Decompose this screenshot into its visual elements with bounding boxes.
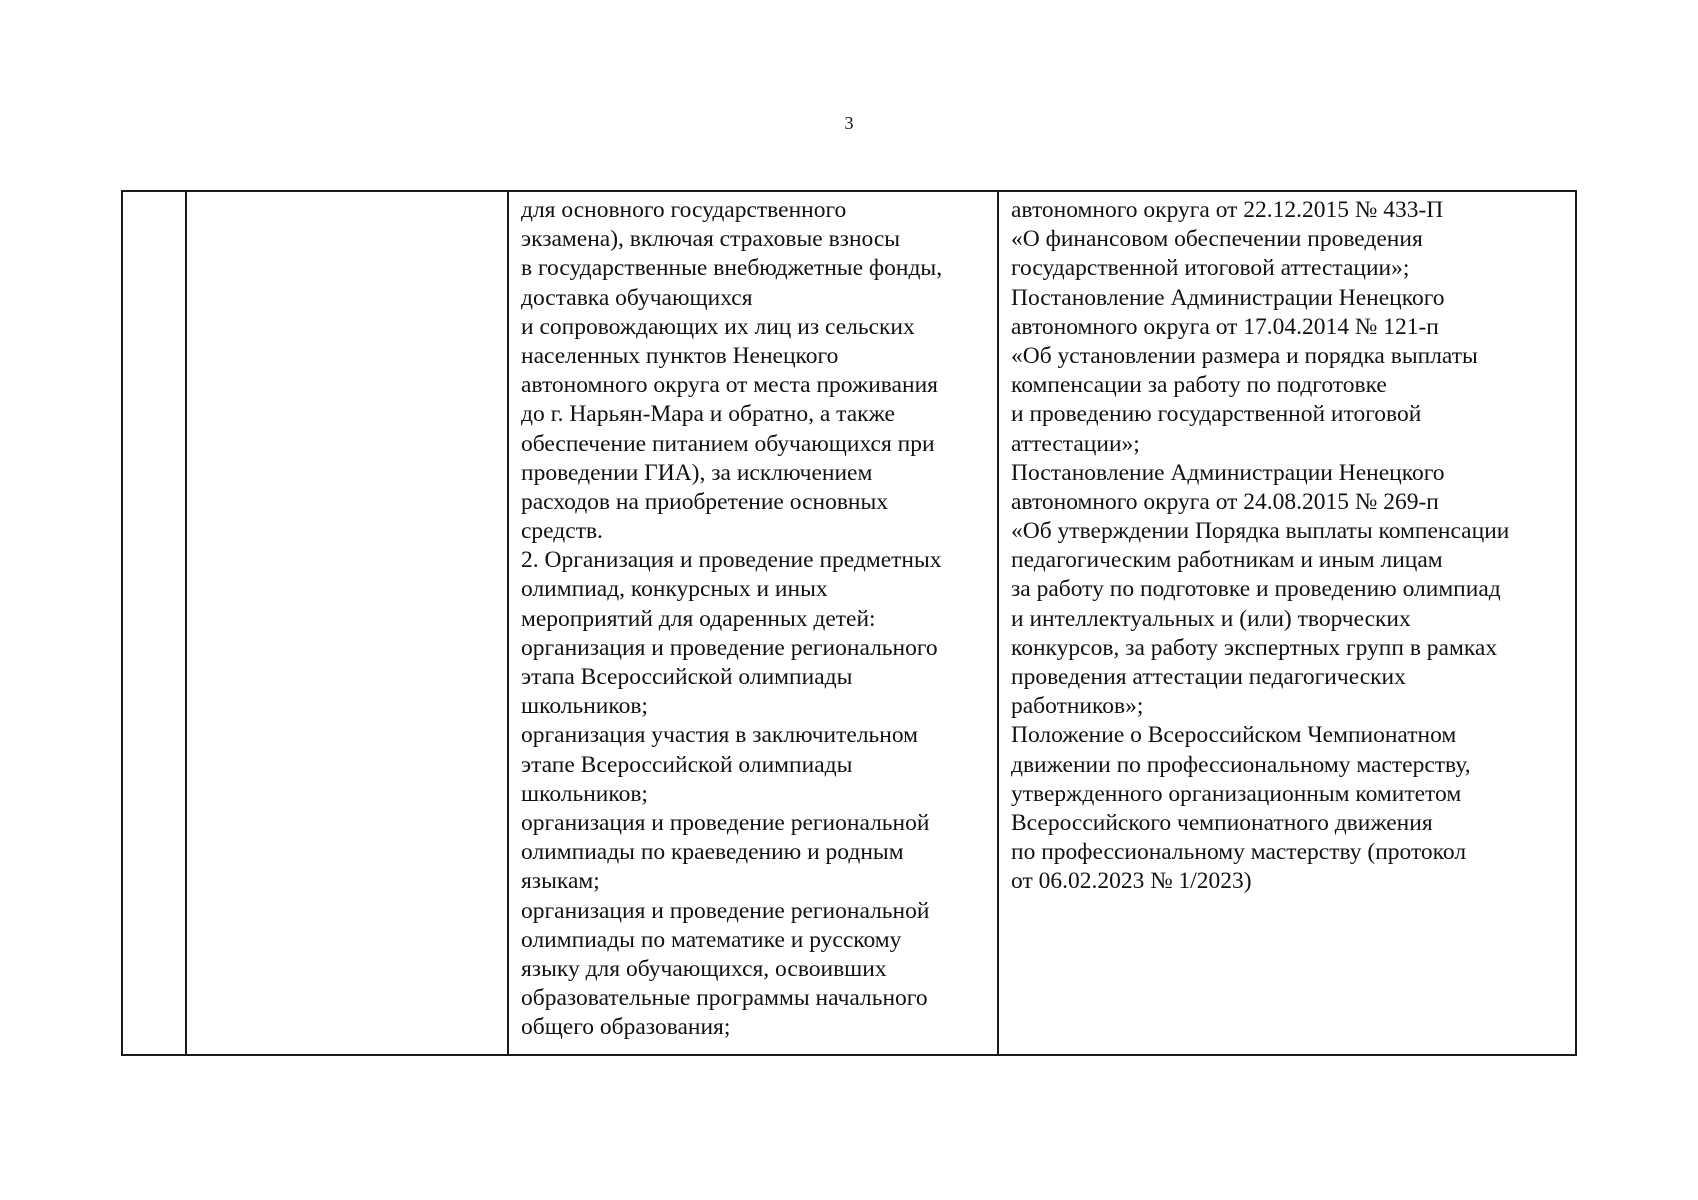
description-line: школьников; — [521, 693, 648, 720]
description-line: до г. Нарьян-Мара и обратно, а также — [521, 401, 895, 428]
description-line: средств. — [521, 518, 603, 545]
legal-basis-line: за работу по подготовке и проведению олимпиад — [1011, 576, 1501, 603]
description-line: организация участия в заключительном — [521, 722, 919, 749]
description-line: этапе Всероссийской олимпиады — [521, 751, 853, 778]
description-line: общего образования; — [521, 1014, 731, 1041]
description-line: организация и проведение региональной — [521, 897, 930, 924]
legal-basis-line: компенсации за работу по подготовке — [1011, 372, 1387, 399]
legal-basis-line: Всероссийского чемпионатного движения — [1011, 809, 1433, 836]
legal-basis-line: работников»; — [1011, 693, 1144, 720]
cell-number-text — [123, 192, 185, 196]
legal-basis-line: «Об установлении размера и порядка выплаты — [1011, 342, 1478, 369]
description-line: проведении ГИА), за исключением — [521, 459, 873, 486]
legal-basis-line: автономного округа от 22.12.2015 № 433-П — [1011, 197, 1444, 223]
cell-name-text — [187, 192, 507, 196]
description-line: олимпиады по краеведению и родным — [521, 839, 904, 866]
description-line: олимпиад, конкурсных и иных — [521, 576, 828, 603]
description-line: обеспечение питанием обучающихся при — [521, 430, 935, 457]
legal-basis-line: «Об утверждении Порядка выплаты компенсации — [1011, 518, 1510, 545]
legal-basis-line: Постановление Администрации Ненецкого — [1011, 459, 1445, 486]
legal-basis-line: и интеллектуальных и (или) творческих — [1011, 605, 1411, 632]
legal-basis-line: движении по профессиональному мастерству, — [1011, 751, 1471, 778]
legal-basis-line: «О финансовом обеспечении проведения — [1011, 226, 1423, 253]
description-line: организация и проведение региональной — [521, 809, 930, 836]
description-line: этапа Всероссийской олимпиады — [521, 664, 853, 690]
legal-basis-line: аттестации»; — [1011, 430, 1140, 457]
table-cell-description — [509, 192, 999, 1054]
cell-description-text — [509, 192, 997, 1042]
legal-basis-line: от 06.02.2023 № 1/2023) — [1011, 868, 1252, 895]
legal-basis-line: Положение о Всероссийском Чемпионатном — [1011, 722, 1457, 749]
description-line: доставка обучающихся — [521, 284, 753, 311]
description-line: языкам; — [521, 868, 600, 895]
legal-basis-line: государственной итоговой аттестации»; — [1011, 255, 1410, 282]
page-number: 3 — [844, 113, 854, 133]
legal-basis-line: автономного округа от 17.04.2014 № 121-п — [1011, 313, 1439, 340]
table-cell-legal-basis — [999, 192, 1575, 1054]
description-line: населенных пунктов Ненецкого — [521, 342, 839, 369]
description-line: языку для обучающихся, освоивших — [521, 955, 887, 982]
description-line: мероприятий для одаренных детей: — [521, 605, 876, 632]
description-line: автономного округа от места проживания — [521, 372, 938, 399]
legal-basis-line: педагогическим работникам и иным лицам — [1011, 547, 1443, 574]
legal-basis-line: и проведению государственной итоговой — [1011, 401, 1422, 428]
description-line: школьников; — [521, 780, 648, 807]
description-line: олимпиады по математике и русскому — [521, 926, 902, 953]
description-line: 2. Организация и проведение предметных — [521, 547, 942, 574]
description-line: и сопровождающих их лиц из сельских — [521, 313, 915, 340]
legal-basis-line: конкурсов, за работу экспертных групп в рамках — [1011, 634, 1498, 661]
table-cell-number — [123, 192, 187, 1054]
description-line: организация и проведение регионального — [521, 634, 938, 661]
legal-basis-line: по профессиональному мастерству (протокол — [1011, 839, 1467, 866]
description-line: экзамена), включая страховые взносы — [521, 226, 901, 253]
description-line: расходов на приобретение основных — [521, 488, 889, 515]
document-table — [121, 190, 1577, 1056]
legal-basis-line: утвержденного организационным комитетом — [1011, 780, 1462, 807]
legal-basis-line: проведения аттестации педагогических — [1011, 664, 1406, 690]
legal-basis-line: автономного округа от 24.08.2015 № 269-п — [1011, 488, 1439, 515]
table-cell-name — [187, 192, 509, 1054]
description-line: в государственные внебюджетные фонды, — [521, 255, 943, 282]
cell-legal-basis-text — [999, 192, 1575, 897]
description-line: образовательные программы начального — [521, 985, 928, 1012]
description-line: для основного государственного — [521, 197, 847, 223]
legal-basis-line: Постановление Администрации Ненецкого — [1011, 284, 1445, 311]
